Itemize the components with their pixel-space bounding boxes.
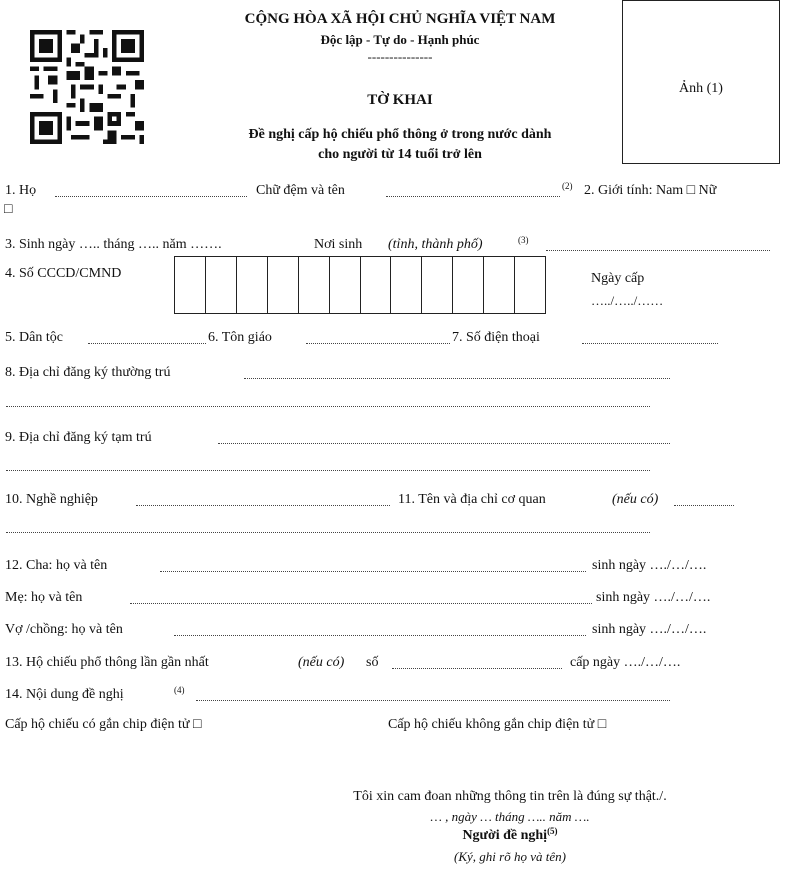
field-cha-input[interactable] xyxy=(160,571,586,572)
note-5: (5) xyxy=(547,826,558,836)
field-noisinh-label: Nơi sinh xyxy=(314,237,363,252)
field-thuongtru-label: 8. Địa chỉ đăng ký thường trú xyxy=(5,365,171,380)
cccd-digit-cell[interactable] xyxy=(175,257,206,313)
field-coquan-input[interactable] xyxy=(674,505,734,506)
field-noidung-label: 14. Nội dung đề nghị xyxy=(5,687,124,702)
header-divider: --------------- xyxy=(367,49,433,64)
field-hochieu-capngay[interactable]: cấp ngày …./…/…. xyxy=(570,655,681,670)
field-cha-sinhngay[interactable]: sinh ngày …./…/…. xyxy=(592,558,707,573)
field-nghenghiep-input[interactable] xyxy=(136,505,390,506)
field-tongiao-input[interactable] xyxy=(306,343,450,344)
field-chudem-input[interactable] xyxy=(386,196,560,197)
field-cha-label: 12. Cha: họ và tên xyxy=(5,558,108,573)
note-2: (2) xyxy=(562,181,573,191)
field-tamtru-input-2[interactable] xyxy=(6,470,650,471)
field-thuongtru-input-2[interactable] xyxy=(6,406,650,407)
field-ngaycap-label: Ngày cấp xyxy=(591,271,645,286)
field-noisinh-hint: (tỉnh, thành phố) xyxy=(388,237,483,252)
field-me-label: Mẹ: họ và tên xyxy=(5,590,83,605)
qr-code-icon xyxy=(30,30,144,144)
field-ho-label: 1. Họ xyxy=(5,183,37,198)
cccd-digit-cell[interactable] xyxy=(391,257,422,313)
field-ho-input[interactable] xyxy=(55,196,247,197)
cccd-digit-cell[interactable] xyxy=(330,257,361,313)
field-coquan-hint: (nếu có) xyxy=(612,492,659,507)
photo-label: Ảnh (1) xyxy=(679,81,723,96)
cccd-digit-cell[interactable] xyxy=(484,257,515,313)
cccd-digit-cell[interactable] xyxy=(453,257,484,313)
signer-label: Người đề nghị xyxy=(462,828,548,843)
field-dienthoai-label: 7. Số điện thoại xyxy=(452,330,540,345)
cccd-digit-cell[interactable] xyxy=(206,257,237,313)
cccd-digit-cell[interactable] xyxy=(268,257,299,313)
photo-box xyxy=(622,0,780,164)
field-hochieu-hint: (nếu có) xyxy=(298,655,345,670)
cccd-digit-cell[interactable] xyxy=(422,257,453,313)
date-line[interactable]: … , ngày … tháng ….. năm …. xyxy=(430,809,590,824)
field-coquan-input-2[interactable] xyxy=(6,532,650,533)
gender-female-checkbox[interactable]: □ xyxy=(4,202,13,217)
field-vochong-label: Vợ /chồng: họ và tên xyxy=(5,622,123,637)
field-gioitinh[interactable]: 2. Giới tính: Nam □ Nữ xyxy=(584,183,717,198)
cccd-digit-cell[interactable] xyxy=(237,257,268,313)
note-4: (4) xyxy=(174,685,185,695)
field-tongiao-label: 6. Tôn giáo xyxy=(208,330,272,345)
field-tamtru-input[interactable] xyxy=(218,443,670,444)
field-hochieu-so-input[interactable] xyxy=(392,668,562,669)
field-tamtru-label: 9. Địa chỉ đăng ký tạm trú xyxy=(5,430,152,445)
cccd-digit-cell[interactable] xyxy=(515,257,545,313)
field-noisinh-input[interactable] xyxy=(546,250,770,251)
field-me-sinhngay[interactable]: sinh ngày …./…/…. xyxy=(596,590,711,605)
field-vochong-input[interactable] xyxy=(174,635,586,636)
cccd-digit-cell[interactable] xyxy=(299,257,330,313)
field-thuongtru-input[interactable] xyxy=(244,378,670,379)
sign-hint: (Ký, ghi rõ họ và tên) xyxy=(454,849,566,864)
cccd-digit-cell[interactable] xyxy=(361,257,392,313)
field-dantoc-label: 5. Dân tộc xyxy=(5,330,63,345)
republic-title: CỘNG HÒA XÃ HỘI CHỦ NGHĨA VIỆT NAM xyxy=(244,11,556,27)
option-nochip-checkbox[interactable]: Cấp hộ chiếu không gắn chip điện tử □ xyxy=(388,717,607,732)
field-cccd-label: 4. Số CCCD/CMND xyxy=(5,266,122,281)
field-hochieu-so-label: số xyxy=(366,655,379,670)
note-3: (3) xyxy=(518,235,529,245)
field-sinhngay[interactable]: 3. Sinh ngày ….. tháng ….. năm ……. xyxy=(5,237,222,252)
option-chip-checkbox[interactable]: Cấp hộ chiếu có gắn chip điện tử □ xyxy=(5,717,202,732)
motto: Độc lập - Tự do - Hạnh phúc xyxy=(320,32,480,47)
field-chudem-label: Chữ đệm và tên xyxy=(256,183,345,198)
form-subtitle-1: Đề nghị cấp hộ chiếu phổ thông ở trong nước dành xyxy=(248,127,552,142)
field-dienthoai-input[interactable] xyxy=(582,343,718,344)
form-subtitle-2: cho người từ 14 tuổi trở lên xyxy=(318,147,482,162)
field-ngaycap-input[interactable]: …../…../…… xyxy=(591,293,664,308)
form-title: TỜ KHAI xyxy=(367,92,433,108)
field-coquan-label: 11. Tên và địa chỉ cơ quan xyxy=(398,492,546,507)
field-dantoc-input[interactable] xyxy=(88,343,206,344)
field-vochong-sinhngay[interactable]: sinh ngày …./…/…. xyxy=(592,622,707,637)
declaration: Tôi xin cam đoan những thông tin trên là đúng sự thật./. xyxy=(353,789,667,804)
cccd-input-grid[interactable] xyxy=(174,256,546,314)
field-me-input[interactable] xyxy=(130,603,592,604)
field-nghenghiep-label: 10. Nghề nghiệp xyxy=(5,492,98,507)
field-noidung-input[interactable] xyxy=(196,700,670,701)
field-hochieu-label: 13. Hộ chiếu phổ thông lần gần nhất xyxy=(5,655,209,670)
